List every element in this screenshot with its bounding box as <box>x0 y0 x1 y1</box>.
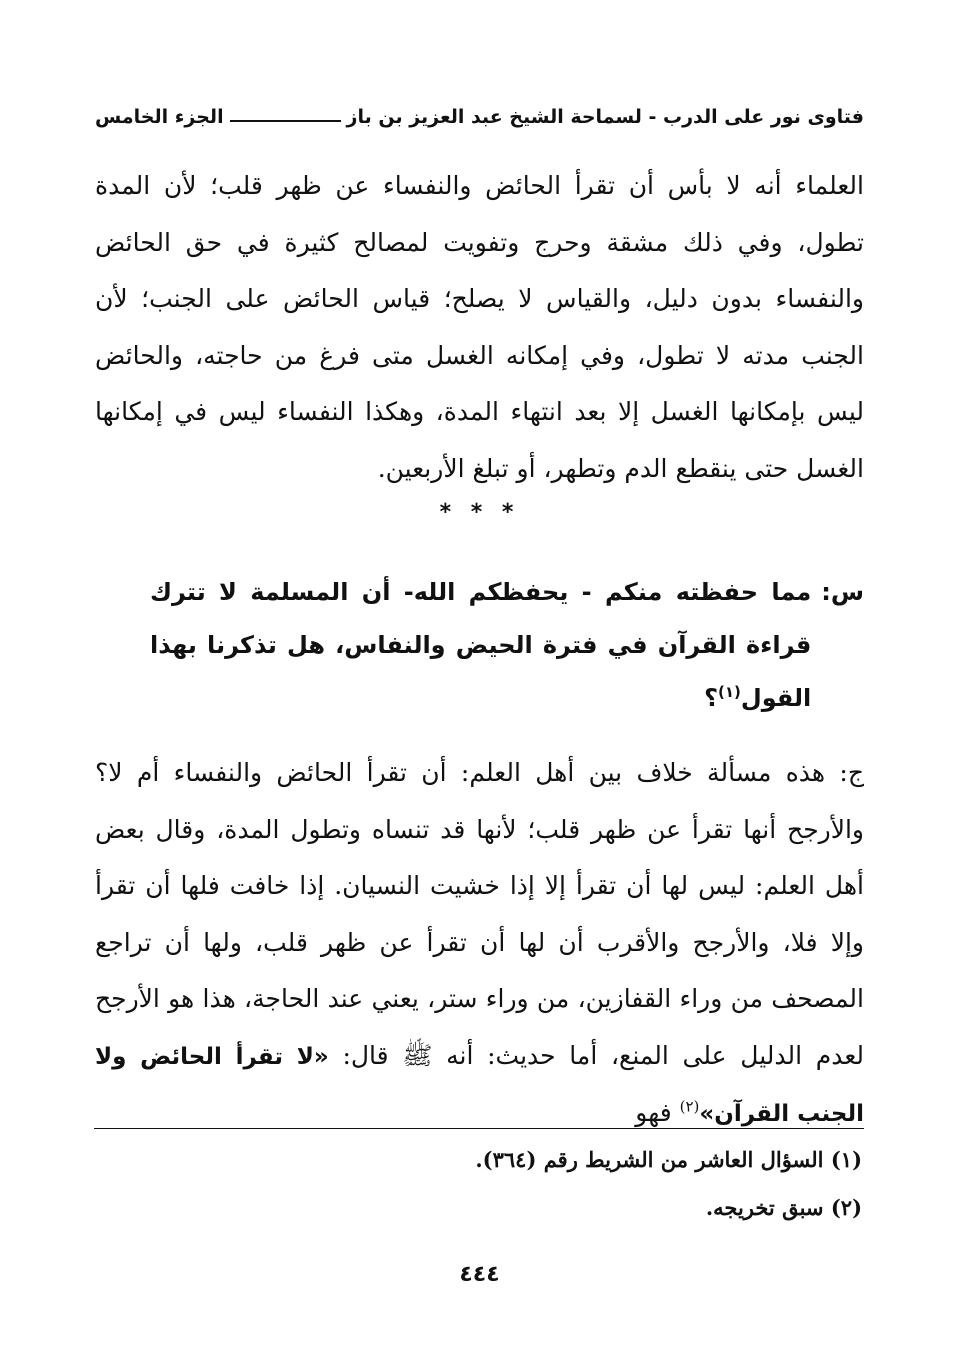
footnote-ref-1: (١) <box>718 683 741 701</box>
footnote-1: (١) السؤال العاشر من الشريط رقم (٣٦٤). <box>475 1147 862 1172</box>
question-mark: ؟ <box>704 684 719 712</box>
answer-body: ج: هذه مسألة خلاف بين أهل العلم: أن تقرأ الحائض والنفساء أم لا؟ والأرجح أنها تقرأ عن ظهر قلب؛ لأنها قد تنساه وتطول المدة، وقال بعض أهل العلم: ليس لها أن تقرأ إلا إذا خشيت النسيان. إذا خافت فلها أن تقرأ وإلا فلا، والأرجح والأقرب أن لها أن تقرأ عن ظهر قلب، ولها أن تراجع المصحف من وراء القفازين، من وراء ستر، يعني عند الحاجة، هذا هو الأرجح لعدم الدليل على المنع، أما حديث: أنه ﷺ قال: <box>95 758 864 1070</box>
running-header <box>95 100 864 134</box>
footnote-2: (٢) سبق تخريجه. <box>705 1195 862 1220</box>
question-prefix: س: <box>821 578 864 606</box>
section-separator: * * * <box>439 500 520 525</box>
footnote-ref-2: (٢) <box>679 1097 700 1116</box>
volume-label: الجزء الخامس <box>95 106 224 128</box>
header-rule <box>230 120 341 122</box>
hadith-quote: «لا تقرأ الحائض ولا الجنب القرآن» <box>95 1043 864 1127</box>
page-number: ٤٤٤ <box>459 1262 500 1287</box>
footnotes <box>95 1136 862 1232</box>
book-title: فتاوى نور على الدرب - لسماحة الشيخ عبد العزيز بن باز <box>346 106 864 128</box>
footnote-divider <box>94 1128 864 1129</box>
paragraph-continued <box>95 158 864 497</box>
question-body: مما حفظته منكم - يحفظكم الله- أن المسلمة لا تترك قراءة القرآن في فترة الحيض والنفاس، هل تذكرنا بهذا القول <box>150 578 812 712</box>
paragraph-text: العلماء أنه لا بأس أن تقرأ الحائض والنفساء عن ظهر قلب؛ لأن المدة تطول، وفي ذلك مشقة وحرج وتفويت لمصالح كثيرة في حق الحائض والنفساء بدون دليل، والقياس لا يصلح؛ قياس الحائض على الجنب؛ لأن الجنب مدته لا تطول، وفي إمكانه الغسل متى فرغ من حاجته، والحائض ليس بإمكانها الغسل إلا بعد انتهاء المدة، وهكذا النفساء ليس في إمكانها الغسل حتى ينقطع الدم وتطهر، أو تبلغ الأربعين. <box>95 171 864 483</box>
answer-block <box>95 745 864 1143</box>
question-block <box>110 566 864 725</box>
answer-text <box>95 745 864 1143</box>
question-text <box>110 566 811 725</box>
answer-continuation: فهو <box>635 1098 672 1127</box>
